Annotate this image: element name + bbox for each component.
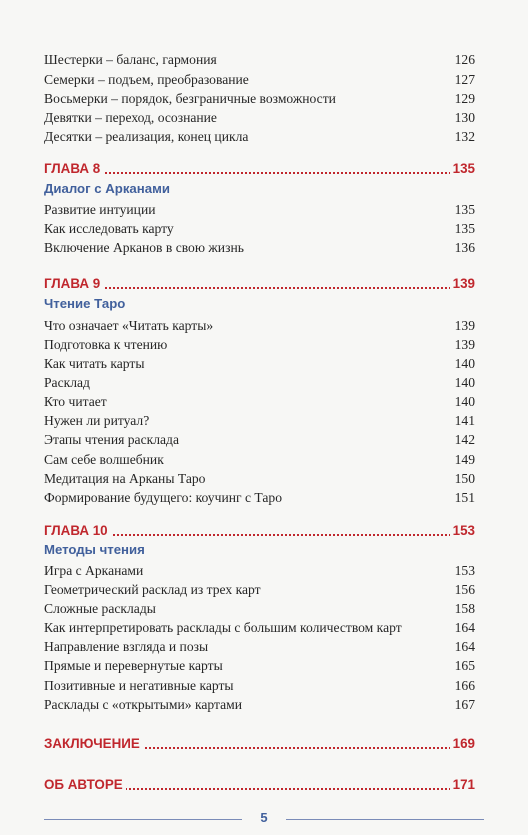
entry-page: 130 bbox=[454, 110, 475, 125]
entry-title: Медитация на Арканы Таро bbox=[44, 471, 206, 486]
toc-entry[interactable] bbox=[44, 637, 476, 656]
entry-page: 166 bbox=[454, 678, 475, 693]
entry-title: Развитие интуиции bbox=[44, 202, 156, 217]
toc-entry[interactable] bbox=[44, 411, 476, 430]
toc-entry[interactable] bbox=[44, 335, 476, 354]
dot-leader bbox=[44, 172, 475, 174]
entry-page: 140 bbox=[454, 394, 475, 409]
entry-title: Игра с Арканами bbox=[44, 563, 144, 578]
chapter-8-heading[interactable] bbox=[44, 159, 475, 179]
toc-entry[interactable] bbox=[44, 695, 476, 714]
entry-title: Расклад bbox=[44, 375, 90, 390]
toc-entry[interactable] bbox=[44, 200, 476, 219]
chapter-title: ГЛАВА 8 bbox=[44, 159, 103, 179]
entry-title: Позитивные и негативные карты bbox=[44, 678, 234, 693]
entry-page: 167 bbox=[454, 697, 475, 712]
toc-entry[interactable] bbox=[44, 599, 476, 618]
toc-entry[interactable] bbox=[44, 127, 476, 146]
footer-rule-left bbox=[44, 819, 242, 820]
toc-entry[interactable] bbox=[44, 108, 476, 127]
entry-page: 140 bbox=[454, 356, 475, 371]
toc-entry[interactable] bbox=[44, 70, 476, 89]
toc-entry[interactable] bbox=[44, 89, 476, 108]
entry-page: 150 bbox=[454, 471, 475, 486]
entry-page: 151 bbox=[454, 490, 475, 505]
entry-page: 135 bbox=[454, 202, 475, 217]
entry-title: Шестерки – баланс, гармония bbox=[44, 52, 217, 67]
entry-title: Подготовка к чтению bbox=[44, 337, 168, 352]
chapter-title: ОБ АВТОРЕ bbox=[44, 775, 126, 795]
chapter-page: 171 bbox=[450, 775, 475, 795]
chapter-9-heading[interactable] bbox=[44, 274, 475, 294]
toc-entry[interactable] bbox=[44, 50, 476, 69]
toc-entry[interactable] bbox=[44, 656, 476, 675]
entry-title: Геометрический расклад из трех карт bbox=[44, 582, 261, 597]
entry-title: Расклады с «открытыми» картами bbox=[44, 697, 243, 712]
entry-page: 139 bbox=[454, 318, 475, 333]
chapter-page: 135 bbox=[450, 159, 475, 179]
chapter-page: 153 bbox=[450, 521, 475, 541]
entry-title: Сам себе волшебник bbox=[44, 452, 164, 467]
entry-title: Как исследовать карту bbox=[44, 221, 174, 236]
entry-title: Нужен ли ритуал? bbox=[44, 413, 150, 428]
chapter-9-subtitle: Чтение Таро bbox=[44, 296, 126, 311]
footer-rule-right bbox=[286, 819, 484, 820]
entry-page: 158 bbox=[454, 601, 475, 616]
toc-entry[interactable] bbox=[44, 392, 476, 411]
toc-entry[interactable] bbox=[44, 373, 476, 392]
entry-page: 164 bbox=[454, 620, 475, 635]
entry-page: 136 bbox=[454, 240, 475, 255]
entry-page: 140 bbox=[454, 375, 475, 390]
entry-page: 135 bbox=[454, 221, 475, 236]
toc-entry[interactable] bbox=[44, 561, 476, 580]
chapter-10-subtitle: Методы чтения bbox=[44, 542, 145, 557]
entry-title: Как интерпретировать расклады с большим количеством карт bbox=[44, 620, 402, 635]
entry-page: 156 bbox=[454, 582, 475, 597]
entry-page: 129 bbox=[454, 91, 475, 106]
chapter-title: ГЛАВА 10 bbox=[44, 521, 111, 541]
entry-title: Направление взгляда и позы bbox=[44, 639, 209, 654]
entry-page: 139 bbox=[454, 337, 475, 352]
toc-entry[interactable] bbox=[44, 354, 476, 373]
entry-page: 165 bbox=[454, 658, 475, 673]
entry-page: 132 bbox=[454, 129, 475, 144]
entry-title: Семерки – подъем, преобразование bbox=[44, 72, 249, 87]
chapter-page: 169 bbox=[450, 734, 475, 754]
entry-page: 149 bbox=[454, 452, 475, 467]
toc-entry[interactable] bbox=[44, 676, 476, 695]
toc-entry[interactable] bbox=[44, 618, 476, 637]
toc-entry[interactable] bbox=[44, 238, 476, 257]
chapter-10-heading[interactable] bbox=[44, 521, 475, 541]
toc-entry[interactable] bbox=[44, 469, 476, 488]
toc-entry[interactable] bbox=[44, 450, 476, 469]
entry-title: Прямые и перевернутые карты bbox=[44, 658, 223, 673]
entry-title: Включение Арканов в свою жизнь bbox=[44, 240, 244, 255]
conclusion-heading[interactable] bbox=[44, 734, 475, 754]
entry-page: 126 bbox=[454, 52, 475, 67]
entry-page: 142 bbox=[454, 432, 475, 447]
page-number: 5 bbox=[260, 810, 268, 825]
entry-title: Девятки – переход, осознание bbox=[44, 110, 217, 125]
entry-page: 164 bbox=[454, 639, 475, 654]
entry-title: Что означает «Читать карты» bbox=[44, 318, 214, 333]
entry-page: 127 bbox=[454, 72, 475, 87]
chapter-title: ГЛАВА 9 bbox=[44, 274, 103, 294]
chapter-title: ЗАКЛЮЧЕНИЕ bbox=[44, 734, 143, 754]
entry-page: 153 bbox=[454, 563, 475, 578]
entry-page: 141 bbox=[454, 413, 475, 428]
chapter-page: 139 bbox=[450, 274, 475, 294]
toc-entry[interactable] bbox=[44, 488, 476, 507]
entry-title: Кто читает bbox=[44, 394, 107, 409]
entry-title: Восьмерки – порядок, безграничные возможности bbox=[44, 91, 336, 106]
dot-leader bbox=[44, 287, 475, 289]
entry-title: Как читать карты bbox=[44, 356, 145, 371]
toc-entry[interactable] bbox=[44, 316, 476, 335]
entry-title: Формирование будущего: коучинг с Таро bbox=[44, 490, 282, 505]
entry-title: Сложные расклады bbox=[44, 601, 156, 616]
about-author-heading[interactable] bbox=[44, 775, 475, 795]
entry-title: Этапы чтения расклада bbox=[44, 432, 179, 447]
toc-entry[interactable] bbox=[44, 580, 476, 599]
chapter-8-subtitle: Диалог с Арканами bbox=[44, 181, 170, 196]
entry-title: Десятки – реализация, конец цикла bbox=[44, 129, 249, 144]
toc-entry[interactable] bbox=[44, 219, 476, 238]
toc-entry[interactable] bbox=[44, 430, 476, 449]
